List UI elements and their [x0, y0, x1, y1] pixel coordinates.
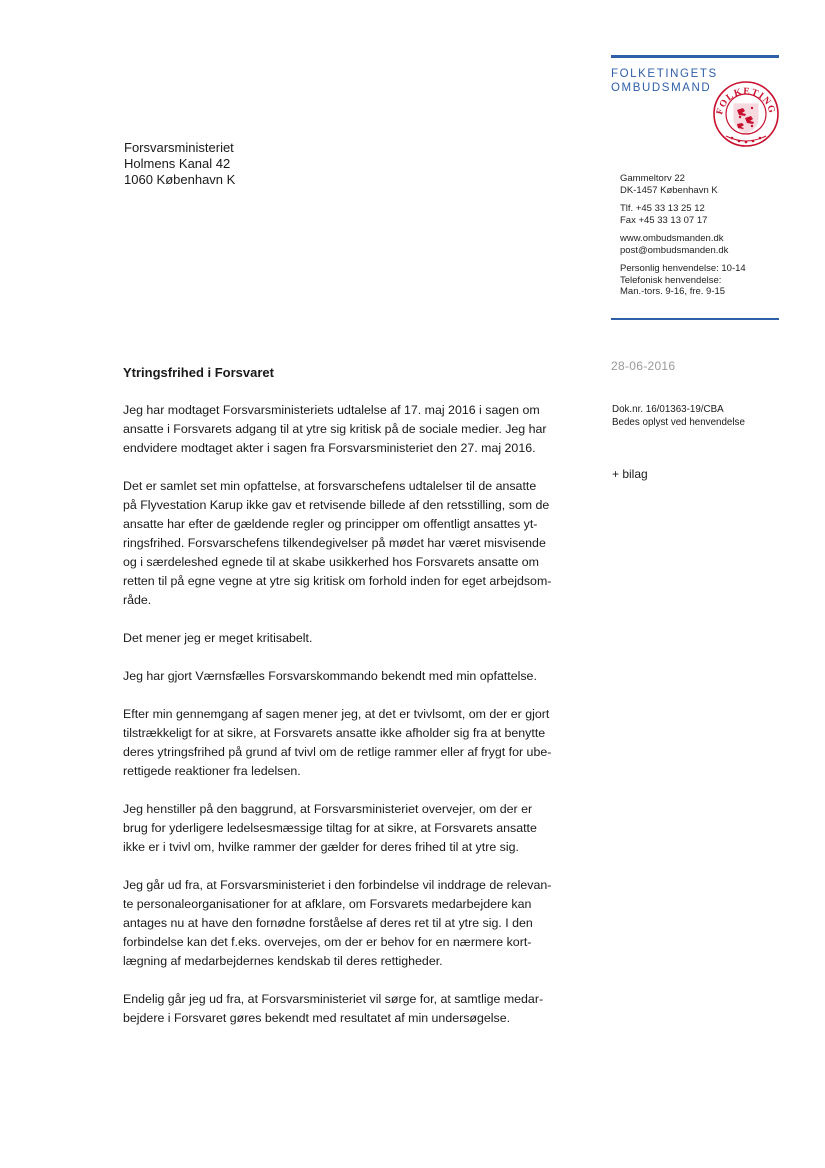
contact-personal-hours: Personlig henvendelse: 10-14 [620, 263, 746, 274]
body-line: deres ytringsfrihed på grund af tvivl om de retlige rammer eller af frygt for ube- [123, 745, 552, 759]
body-line: bejdere i Forsvaret gøres bekendt med resultatet af min undersøgelse. [123, 1011, 511, 1025]
body-paragraph [123, 876, 593, 971]
seal-icon [712, 80, 780, 148]
body-line: Endelig går jeg ud fra, at Forsvarsministeriet vil sørge for, at samtlige medar- [123, 992, 544, 1006]
body-line: Jeg henstiller på den baggrund, at Forsvarsministeriet overvejer, om der er [123, 802, 533, 816]
contact-street: Gammeltorv 22 [620, 173, 685, 184]
recipient-address [124, 140, 235, 188]
body-line: forbindelse kan det f.eks. overvejes, om der er behov for en nærmere kort- [123, 935, 532, 949]
letter-body [123, 401, 593, 1047]
body-line: endvidere modtaget akter i sagen fra Forsvarsministeriet den 27. maj 2016. [123, 441, 536, 455]
body-line: Jeg har gjort Værnsfælles Forsvarskommando bekendt med min opfattelse. [123, 669, 537, 683]
header-top-rule [611, 55, 779, 58]
body-paragraph [123, 705, 593, 781]
recipient-name: Forsvarsministeriet [124, 140, 234, 155]
contact-city: DK-1457 København K [620, 184, 718, 196]
body-line: Jeg går ud fra, at Forsvarsministeriet i den forbindelse vil inddrage de relevan- [123, 878, 552, 892]
organization-name-line1: FOLKETINGETS [611, 68, 718, 80]
body-line: Det mener jeg er meget kritisabelt. [123, 631, 313, 645]
organization-name-line2: OMBUDSMAND [611, 82, 712, 94]
body-line: antages nu at have den fornødne forståelse af deres ret til at ytre sig. I den [123, 916, 533, 930]
contact-fax: Fax +45 33 13 07 17 [620, 214, 708, 226]
body-paragraph [123, 800, 593, 857]
letter-subject: Ytringsfrihed i Forsvaret [123, 365, 274, 380]
body-line: ansatte har efter de gældende regler og principper om offentligt ansattes yt- [123, 517, 538, 531]
body-line: Det er samlet set min opfattelse, at forsvarschefens udtalelser til de ansatte [123, 479, 537, 493]
body-line: rettigede reaktioner fra ledelsen. [123, 764, 301, 778]
letter-date: 28-06-2016 [611, 359, 676, 373]
contact-phone-hours: Man.-tors. 9-16, fre. 9-15 [620, 286, 726, 297]
body-line: ikke er i tvivl om, hvilke rammer der gælder for deres frihed til at ytre sig. [123, 840, 519, 854]
body-paragraph [123, 629, 593, 648]
contact-block [620, 173, 746, 305]
body-line: lægning af medarbejdernes kendskab til deres rettigheder. [123, 954, 443, 968]
contact-email: post@ombudsmanden.dk [620, 244, 729, 256]
body-line: på Flyvestation Karup ikke gav et retvisende billede af den retsstilling, som de [123, 498, 550, 512]
recipient-city: 1060 København K [124, 172, 236, 187]
body-line: og i særdeleshed egnede til at skabe usikkerhed hos Forsvarets ansatte om [123, 555, 540, 569]
body-paragraph [123, 990, 593, 1028]
body-line: retten til på egne vegne at ytre sig kritisk om forhold inden for eget arbejdsom- [123, 574, 552, 588]
reference-note: Bedes oplyst ved henvendelse [612, 417, 745, 428]
body-line: tilstrækkeligt for at sikre, at Forsvarets ansatte ikke afholder sig fra at benytte [123, 726, 546, 740]
body-line: Jeg har modtaget Forsvarsministeriets udtalelse af 17. maj 2016 i sagen om [123, 403, 540, 417]
body-line: råde. [123, 593, 152, 607]
recipient-street: Holmens Kanal 42 [124, 156, 231, 171]
contact-phone: Tlf. +45 33 13 25 12 [620, 203, 705, 214]
body-line: brug for yderligere ledelsesmæssige tiltag for at sikre, at Forsvarets ansatte [123, 821, 537, 835]
body-paragraph [123, 401, 593, 458]
body-line: ansatte i Forsvarets adgang til at ytre sig kritisk på de sociale medier. Jeg har [123, 422, 547, 436]
svg-text:FOLKETINGET: FOLKETING [715, 86, 777, 116]
body-line: te personaleorganisationer for at afklare, om Forsvarets medarbejdere kan [123, 897, 532, 911]
contact-web: www.ombudsmanden.dk [620, 233, 724, 244]
body-line: ringsfrihed. Forsvarschefens tilkendegivelser på mødet har været misvisende [123, 536, 546, 550]
body-paragraph [123, 477, 593, 610]
organization-name [611, 67, 718, 95]
document-reference [612, 403, 745, 429]
contact-phone-hours-label: Telefonisk henvendelse: [620, 274, 722, 286]
contact-bottom-rule [611, 318, 779, 320]
body-line: Efter min gennemgang af sagen mener jeg, at det er tvivlsomt, om der er gjort [123, 707, 550, 721]
document-number: Dok.nr. 16/01363-19/CBA [612, 404, 724, 415]
attachment-note: + bilag [612, 467, 648, 481]
body-paragraph [123, 667, 593, 686]
